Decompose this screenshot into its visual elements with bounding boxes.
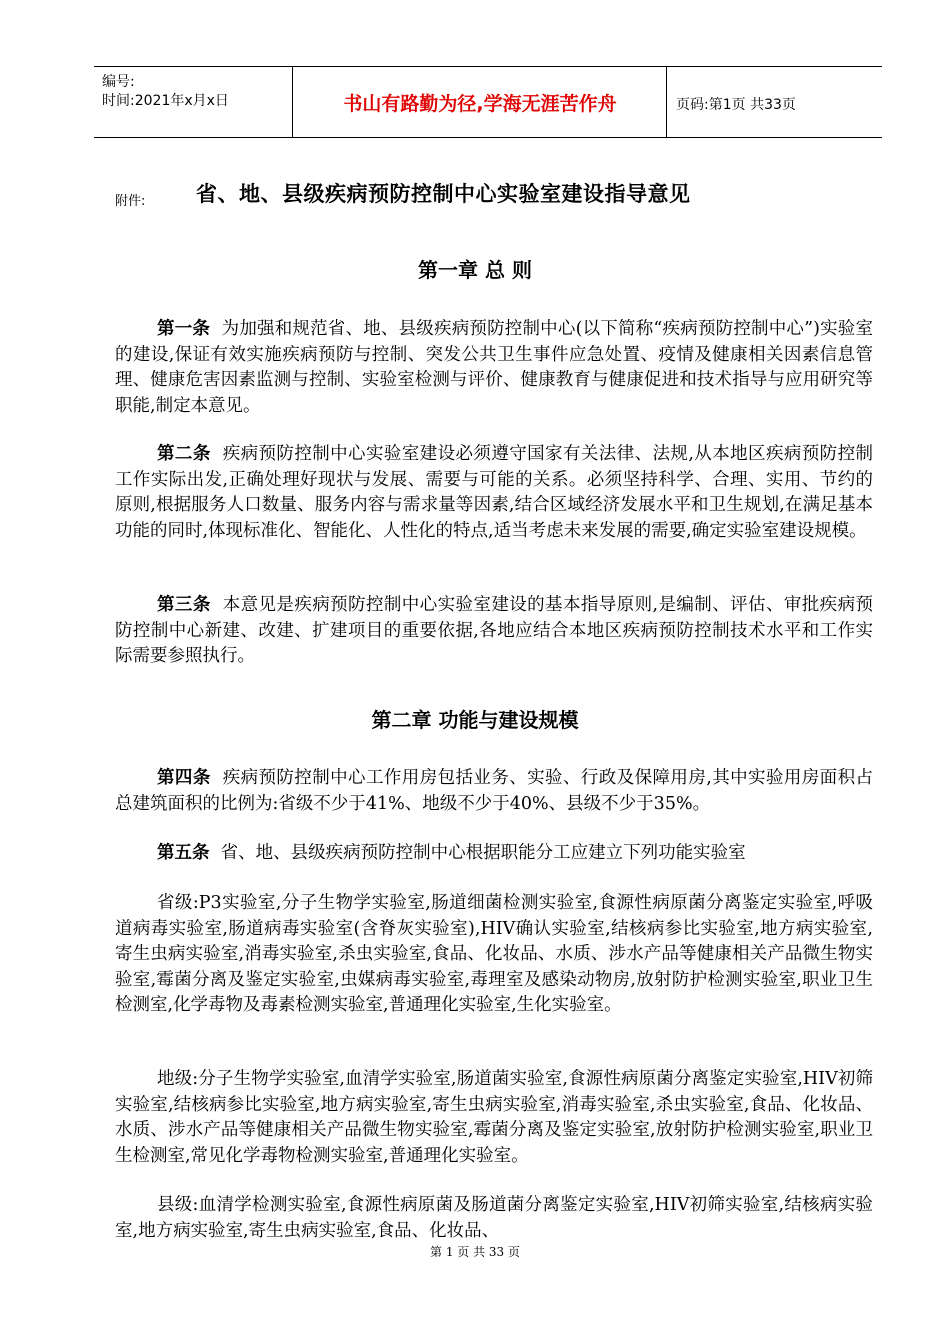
header-page-info: 页码:第1页 共33页 — [676, 97, 796, 113]
article-label: 第三条 — [157, 595, 211, 615]
header-meta — [102, 73, 229, 111]
article-2 — [115, 442, 873, 544]
article-text: 疾病预防控制中心工作用房包括业务、实验、行政及保障用房,其中实验用房面积占总建筑面积的比例为:省级不少于41%、地级不少于40%、县级不少于35%。 — [115, 768, 873, 814]
chapter-2-title: 第二章 功能与建设规模 — [371, 708, 579, 732]
attachment-label: 附件: — [115, 194, 146, 209]
article-text: 本意见是疾病预防控制中心实验室建设的基本指导原则,是编制、评估、审批疾病预防控制中心新建、改建、扩建项目的重要依据,各地应结合本地区疾病预防控制技术水平和工作实际需要参照执行。 — [115, 595, 873, 666]
chapter-1-title: 第一章 总 则 — [418, 258, 532, 282]
article-text: 疾病预防控制中心实验室建设必须遵守国家有关法律、法规,从本地区疾病预防控制工作实际出发,正确处理好现状与发展、需要与可能的关系。必须坚持科学、合理、实用、节约的原则,根据服务人口数量、服务内容与需求量等因素,结合区域经济发展水平和卫生规划,在满足基本功能的同时,体现标准化、智能化、人性化的特点,适当考虑未来发展的需要,确定实验室建设规模。 — [115, 444, 873, 541]
header-divider — [666, 67, 667, 137]
article-label: 第一条 — [157, 319, 211, 339]
article-3 — [115, 593, 873, 670]
level-county: 县级:血清学检测实验室,食源性病原菌及肠道菌分离鉴定实验室,HIV初筛实验室,结核病实验室,地方病实验室,寄生虫病实验室,食品、化妆品、 — [115, 1195, 873, 1241]
article-label: 第五条 — [157, 843, 210, 863]
article-1 — [115, 317, 873, 419]
article-5 — [115, 841, 873, 867]
page-footer: 第 1 页 共 33 页 — [430, 1245, 520, 1259]
article-4 — [115, 766, 873, 817]
article-label: 第四条 — [157, 768, 211, 788]
article-text: 为加强和规范省、地、县级疾病预防控制中心(以下简称“疾病预防控制中心”)实验室的建设,保证有效实施疾病预防与控制、突发公共卫生事件应急处置、疫情及健康相关因素信息管理、健康危害因素监测与控制、实验室检测与评价、健康教育与健康促进和技术指导与应用研究等职能,制定本意见。 — [115, 319, 873, 416]
header-table — [94, 66, 882, 138]
document-title: 省、地、县级疾病预防控制中心实验室建设指导意见 — [196, 182, 691, 206]
article-text: 省、地、县级疾病预防控制中心根据职能分工应建立下列功能实验室 — [220, 843, 746, 863]
header-motto: 书山有路勤为径,学海无涯苦作舟 — [343, 93, 617, 115]
serial-number-label: 编号: — [102, 74, 135, 90]
header-divider — [292, 67, 293, 137]
date-label: 时间:2021年x月x日 — [102, 93, 229, 109]
article-label: 第二条 — [157, 444, 211, 464]
level-province: 省级:P3实验室,分子生物学实验室,肠道细菌检测实验室,食源性病原菌分离鉴定实验室,呼吸道病毒实验室,肠道病毒实验室(含脊灰实验室),HIV确认实验室,结核病参比实验室,地方病实验室,寄生虫病实验室,消毒实验室,杀虫实验室,食品、化妆品、水质、涉水产品等健康相关产品微生物实验室,霉菌分离及鉴定实验室,虫媒病毒实验室,毒理室及感染动物房,放射防护检测实验室,职业卫生检测室,化学毒物及毒素检测实验室,普通理化实验室,生化实验室。 — [115, 893, 873, 1015]
level-prefecture: 地级:分子生物学实验室,血清学实验室,肠道菌实验室,食源性病原菌分离鉴定实验室,HIV初筛实验室,结核病参比实验室,地方病实验室,寄生虫病实验室,消毒实验室,杀虫实验室,食品、化妆品、水质、涉水产品等健康相关产品微生物实验室,霉菌分离及鉴定实验室,放射防护检测实验室,职业卫生检测室,常见化学毒物检测实验室,普通理化实验室。 — [115, 1069, 873, 1166]
